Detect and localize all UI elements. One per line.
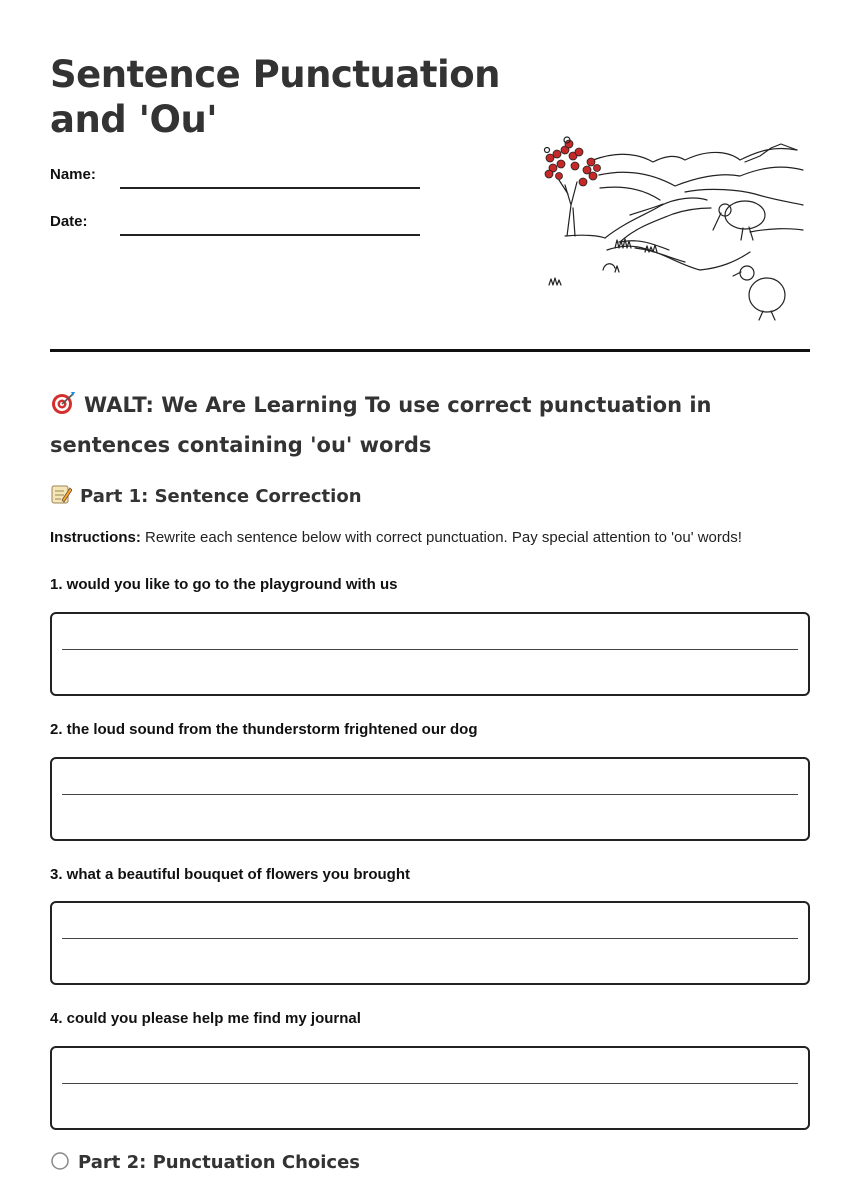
answer-box-2[interactable] — [50, 757, 810, 841]
instructions — [50, 529, 742, 546]
target-icon — [50, 390, 76, 427]
name-label: Name: — [50, 166, 96, 183]
section-divider — [50, 349, 810, 352]
question-1: 1. would you like to go to the playground with us — [50, 576, 398, 593]
instructions-text: Rewrite each sentence below with correct punctuation. Pay special attention to 'ou' words! — [140, 529, 742, 546]
walt-heading — [50, 387, 815, 464]
answer-line — [62, 938, 798, 939]
question-4: 4. could you please help me find my journal — [50, 1010, 361, 1027]
part2-heading — [50, 1151, 360, 1178]
part1-heading — [50, 483, 362, 512]
question-3: 3. what a beautiful bouquet of flowers you brought — [50, 866, 410, 883]
kiwi-landscape-illustration — [535, 130, 810, 325]
name-field[interactable] — [120, 187, 420, 189]
answer-line — [62, 794, 798, 795]
date-field[interactable] — [120, 234, 420, 236]
answer-box-3[interactable] — [50, 901, 810, 985]
title-line-2: and 'Ou' — [50, 98, 218, 141]
question-2: 2. the loud sound from the thunderstorm frightened our dog — [50, 721, 478, 738]
answer-line — [62, 649, 798, 650]
memo-icon — [50, 483, 72, 512]
answer-line — [62, 1083, 798, 1084]
part1-heading-text: Part 1: Sentence Correction — [80, 486, 362, 507]
title-line-1: Sentence Punctuation — [50, 53, 500, 96]
instructions-label: Instructions: — [50, 529, 141, 546]
circle-icon — [50, 1151, 70, 1178]
worksheet-title — [50, 52, 500, 142]
walt-text: WALT: We Are Learning To use correct punctuation in sentences containing 'ou' words — [50, 393, 712, 457]
date-label: Date: — [50, 213, 88, 230]
answer-box-1[interactable] — [50, 612, 810, 696]
part2-heading-text: Part 2: Punctuation Choices — [78, 1152, 361, 1173]
answer-box-4[interactable] — [50, 1046, 810, 1130]
